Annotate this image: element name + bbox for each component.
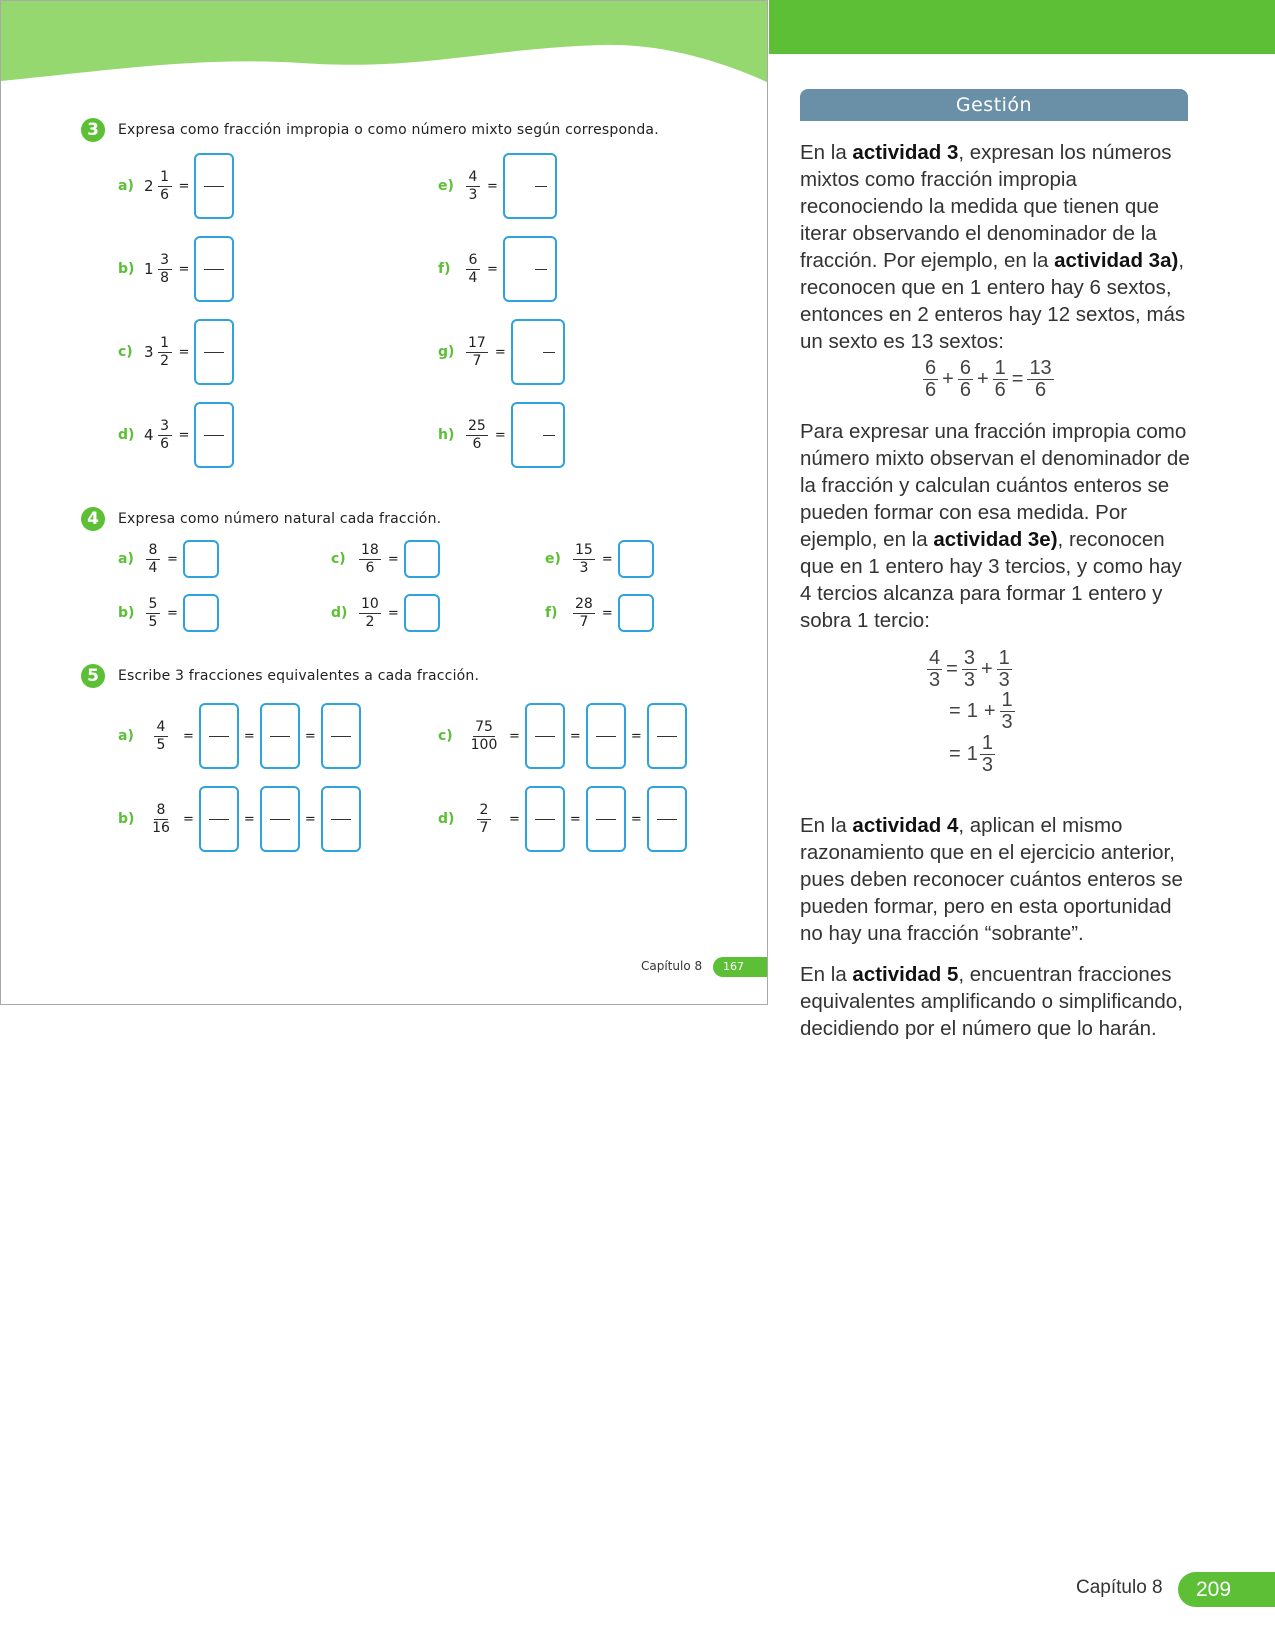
item-label: b): [118, 811, 135, 827]
activity-4-instruction: Expresa como número natural cada fracción.: [118, 511, 442, 527]
whole-number: 3: [144, 343, 154, 361]
item-label: b): [118, 261, 135, 277]
teacher-page-number: 209: [1178, 1572, 1275, 1607]
activity-4-item-b: [118, 593, 219, 633]
item-label: d): [331, 605, 348, 621]
fraction: $\frac{10}{2}$: [361, 595, 379, 630]
fraction: $\frac{28}{7}$: [575, 595, 593, 630]
activity-3-item-b: [118, 236, 234, 302]
fraction: $\frac{8}{4}$: [146, 542, 160, 577]
activity-3-item-a: [118, 153, 234, 219]
green-wave-header: [1, 1, 768, 91]
student-footer-chapter: Capítulo 8: [641, 959, 703, 973]
equals-sign: =: [178, 178, 190, 194]
equals-sign: =: [630, 728, 642, 744]
answer-box-2[interactable]: [260, 703, 300, 769]
answer-box-1[interactable]: [525, 786, 565, 852]
activity-5-item-a: [118, 703, 361, 769]
gestion-paragraph-2: Para expresar una fracción impropia como número mixto observan el denominador de la fracción y calculan cuántos enteros se pueden formar con esa medida. Por ejemplo, en la actividad 3e), reconocen que en 1 entero hay 3 tercios, y como hay 4 tercios alcanza para formar 1 entero y sobra 1 tercio:: [800, 420, 1190, 632]
fraction: $\frac{3}{8}$: [158, 252, 172, 287]
equals-sign: =: [183, 811, 194, 827]
equals-sign: =: [167, 605, 178, 621]
equals-sign: =: [167, 551, 178, 567]
activity-3-item-f: [438, 236, 557, 302]
fraction: $\frac{2}{7}$: [466, 802, 502, 837]
math-expression-2-line-3: = 1 1 3: [949, 732, 993, 776]
item-label: c): [118, 344, 133, 360]
answer-box-2[interactable]: [586, 786, 626, 852]
item-label: b): [118, 605, 135, 621]
equals-sign: =: [304, 811, 316, 827]
fraction: $\frac{1}{6}$: [158, 169, 172, 204]
answer-box[interactable]: [618, 594, 654, 632]
teacher-footer-chapter: Capítulo 8: [1076, 1577, 1163, 1598]
equals-sign: =: [569, 728, 581, 744]
fraction: $\frac{15}{3}$: [575, 541, 593, 576]
equals-sign: =: [509, 811, 520, 827]
item-label: f): [438, 261, 451, 277]
equals-sign: =: [178, 261, 190, 277]
equals-sign: =: [183, 728, 194, 744]
answer-box[interactable]: [511, 402, 565, 468]
answer-box[interactable]: [404, 540, 440, 578]
math-expression-2-line-1: $\frac{4}{3}$ = $\frac{3}{3}$ + $\frac{1}{3}$: [929, 647, 1010, 691]
fraction: $\frac{4}{5}$: [146, 719, 176, 754]
fraction: $\frac{25}{6}$: [468, 417, 486, 452]
gestion-paragraph-1: En la actividad 3, expresan los números mixtos como fracción impropia reconociendo la medida que tienen que iterar observando el denominador de la fracción. Por ejemplo, en la actividad 3a), reconocen que en 1 entero hay 6 sextos, entonces en 2 enteros hay 12 sextos, más un sexto es 13 sextos:: [800, 141, 1186, 353]
answer-box-2[interactable]: [260, 786, 300, 852]
fraction: $\frac{5}{5}$: [146, 596, 160, 631]
answer-box[interactable]: [503, 153, 557, 219]
gestion-title: Gestión: [800, 89, 1188, 121]
activity-3-item-c: [118, 319, 234, 385]
item-label: c): [331, 551, 346, 567]
activity-4-item-c: [331, 539, 440, 579]
item-label: a): [118, 178, 134, 194]
activity-4-item-f: [545, 593, 654, 633]
activity-5-badge: 5: [81, 664, 105, 688]
activity-3-badge: 3: [81, 118, 105, 142]
activity-3-item-h: [438, 402, 565, 468]
equals-sign: =: [509, 728, 520, 744]
equals-sign: =: [487, 178, 498, 194]
answer-box[interactable]: [511, 319, 565, 385]
answer-box-2[interactable]: [586, 703, 626, 769]
equals-sign: =: [304, 728, 316, 744]
activity-4-item-e: [545, 539, 654, 579]
answer-box-3[interactable]: [647, 786, 687, 852]
answer-box[interactable]: [404, 594, 440, 632]
item-label: h): [438, 427, 455, 443]
answer-box[interactable]: [194, 153, 234, 219]
equals-sign: =: [178, 344, 190, 360]
answer-box[interactable]: [194, 236, 234, 302]
item-label: e): [438, 178, 454, 194]
math-expression-2-line-2: = 1 + $\frac{1}{3}$: [949, 689, 1013, 733]
item-label: d): [438, 811, 455, 827]
answer-box-3[interactable]: [647, 703, 687, 769]
gestion-paragraph-4: En la actividad 5, encuentran fracciones equivalentes amplificando o simplificando, decidiendo por el número que lo harán.: [800, 963, 1183, 1040]
activity-5-instruction: Escribe 3 fracciones equivalentes a cada fracción.: [118, 668, 480, 684]
equals-sign: =: [243, 811, 255, 827]
activity-3-item-e: [438, 153, 557, 219]
item-label: d): [118, 427, 135, 443]
math-expression-1: 6 6 + $\frac{6}{6}$ + $\frac{1}{6}$ = $\frac{13}{6}$: [925, 357, 1052, 401]
fraction: $\frac{1}{2}$: [158, 335, 172, 370]
item-label: a): [118, 728, 134, 744]
item-label: c): [438, 728, 453, 744]
equals-sign: =: [569, 811, 581, 827]
answer-box-3[interactable]: [321, 786, 361, 852]
whole-number: 4: [144, 426, 154, 444]
fraction: $\frac{6}{4}$: [466, 252, 480, 287]
activity-4-item-d: [331, 593, 440, 633]
fraction: $\frac{75}{100}$: [470, 718, 498, 753]
answer-box[interactable]: [618, 540, 654, 578]
item-label: f): [545, 605, 558, 621]
answer-box[interactable]: [183, 540, 219, 578]
answer-box[interactable]: [503, 236, 557, 302]
equals-sign: =: [494, 344, 506, 360]
item-label: e): [545, 551, 561, 567]
answer-box-3[interactable]: [321, 703, 361, 769]
answer-box-1[interactable]: [199, 703, 239, 769]
activity-5-item-b: [118, 786, 361, 852]
item-label: a): [118, 551, 134, 567]
activity-5-item-d: [438, 786, 687, 852]
whole-number: 2: [144, 177, 154, 195]
activity-4-item-a: [118, 539, 219, 579]
equals-sign: =: [494, 427, 506, 443]
activity-3-item-d: [118, 402, 234, 468]
equals-sign: =: [387, 551, 399, 567]
fraction: $\frac{3}{6}$: [158, 418, 172, 453]
fraction: $\frac{4}{3}$: [466, 169, 480, 204]
answer-box-1[interactable]: [525, 703, 565, 769]
fraction: $\frac{18}{6}$: [361, 541, 379, 576]
equals-sign: =: [387, 605, 399, 621]
whole-number: 1: [144, 260, 154, 278]
item-label: g): [438, 344, 455, 360]
equals-sign: =: [178, 427, 190, 443]
fraction: $\frac{17}{7}$: [468, 334, 486, 369]
activity-4-badge: 4: [81, 507, 105, 531]
answer-box[interactable]: [183, 594, 219, 632]
equals-sign: =: [630, 811, 642, 827]
fraction: $\frac{8}{16}$: [152, 801, 170, 836]
activity-5-item-c: [438, 703, 687, 769]
equals-sign: =: [601, 605, 613, 621]
activity-3-item-g: [438, 319, 565, 385]
answer-box[interactable]: [194, 319, 234, 385]
student-page: [0, 0, 768, 1005]
equals-sign: =: [243, 728, 255, 744]
activity-3-instruction: Expresa como fracción impropia o como número mixto según corresponda.: [118, 122, 659, 138]
gestion-paragraph-3: En la actividad 4, aplican el mismo razonamiento que en el ejercicio anterior, pues deben reconocer cuántos enteros se pueden formar, pero en esta oportunidad no hay una fracción “sobrante”.: [800, 814, 1183, 945]
equals-sign: =: [601, 551, 613, 567]
equals-sign: =: [487, 261, 498, 277]
student-page-number: 167: [713, 957, 768, 977]
header-green-band: [769, 0, 1275, 54]
answer-box-1[interactable]: [199, 786, 239, 852]
answer-box[interactable]: [194, 402, 234, 468]
